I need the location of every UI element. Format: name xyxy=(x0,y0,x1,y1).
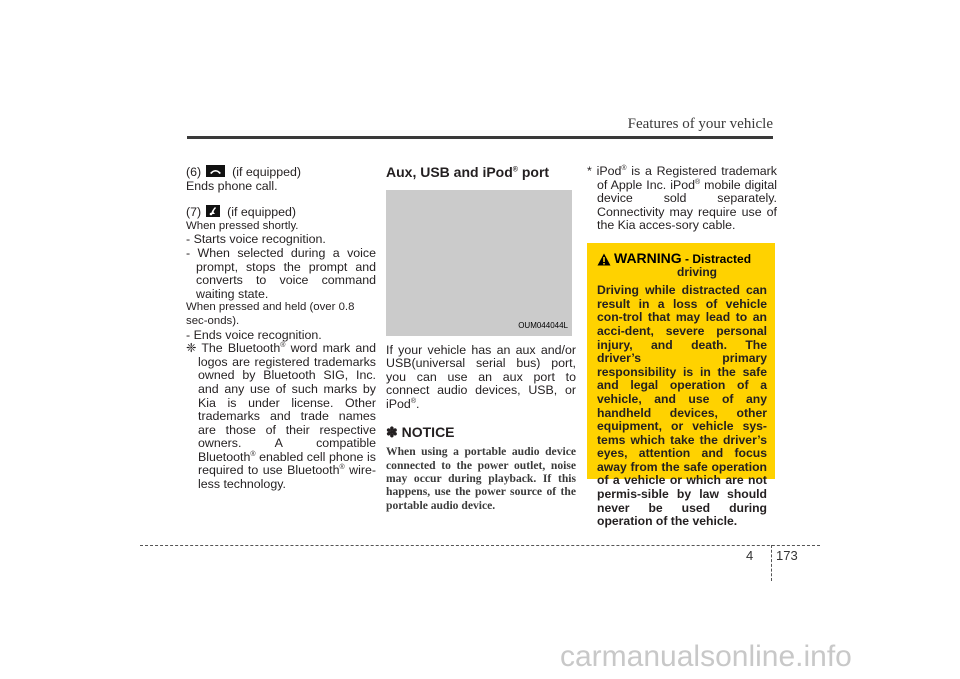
warning-triangle-icon xyxy=(597,253,611,266)
column-left xyxy=(186,165,376,492)
warning-heading xyxy=(597,249,767,267)
bluetooth-trademark-note: ❈ The Bluetooth® word mark and logos are registered trademarks owned by Bluetooth SIG, Inc. and any use of such marks by Kia is under license. Other trademarks and trade names are those of their respective owners. A compatible Bluetooth® enabled cell phone is required to use Bluetooth® wire-less technology. xyxy=(186,341,376,492)
item-7-equipped: (if equipped) xyxy=(227,205,297,220)
footer-rule xyxy=(140,545,820,546)
aux-usb-heading: Aux, USB and iPod® port xyxy=(386,164,550,180)
photo-label: OUM044044L xyxy=(518,321,568,330)
item-7-line xyxy=(186,205,376,220)
warning-topic: - Distracted xyxy=(681,251,752,266)
page-header-title: Features of your vehicle xyxy=(627,116,773,132)
pressed-short-label: When pressed shortly. xyxy=(186,219,299,232)
warning-subtitle: driving xyxy=(676,264,717,279)
item-6-line xyxy=(186,165,376,180)
item-6-equipped: (if equipped) xyxy=(232,165,302,179)
aux-port-photo xyxy=(386,190,572,336)
warning-box xyxy=(587,243,775,529)
warning-body: Driving while distracted can result in a loss of vehicle con-trol that may lead to an acci-dent, severe personal injury, and death. The driver’s primary responsibility is in the safe and legal operation of a vehicle, and use of any handheld devices, other equipment, or vehicle sys-tems which take the driver’s eyes, attention and focus away from the safe operation of a vehicle or which are not permis-sible by law should never be used during operation of the vehicle. xyxy=(597,283,767,529)
notice-heading: ✽ NOTICE xyxy=(386,423,455,440)
item-7-number: (7) xyxy=(186,205,202,220)
footer-divider xyxy=(771,545,772,581)
header-rule xyxy=(187,136,773,139)
held-press-a: - Ends voice recognition. xyxy=(186,327,322,342)
aux-usb-paragraph: If your vehicle has an aux and/or USB(universal serial bus) port, you can use an aux port to connect audio devices, USB, or iPod®. xyxy=(386,342,576,411)
short-press-b: - When selected during a voice prompt, stops the prompt and converts to voice command waiting state. xyxy=(186,245,376,301)
column-middle xyxy=(386,165,576,512)
warning-title: WARNING xyxy=(614,249,682,266)
ipod-trademark-note: * iPod® is a Registered trademark of Apple Inc. iPod® mobile digital device sold separately. Connectivity may require use of the Kia acces-sory cable. xyxy=(587,164,777,233)
item-6-desc: Ends phone call. xyxy=(186,178,278,193)
page-number: 173 xyxy=(776,548,798,563)
end-call-icon xyxy=(206,165,225,177)
voice-recognition-icon xyxy=(206,205,220,217)
chapter-number: 4 xyxy=(746,548,754,563)
column-right xyxy=(587,164,777,529)
pressed-held-label: When pressed and held (over 0.8 sec-onds). xyxy=(186,301,355,327)
short-press-a: - Starts voice recognition. xyxy=(186,232,326,247)
watermark: carmanualsonline.info xyxy=(560,640,852,673)
item-6-number: (6) xyxy=(186,165,202,179)
notice-body: When using a portable audio device connected to the power outlet, noise may occur during playback. If this happens, use the power source of the portable audio device. xyxy=(386,445,576,512)
